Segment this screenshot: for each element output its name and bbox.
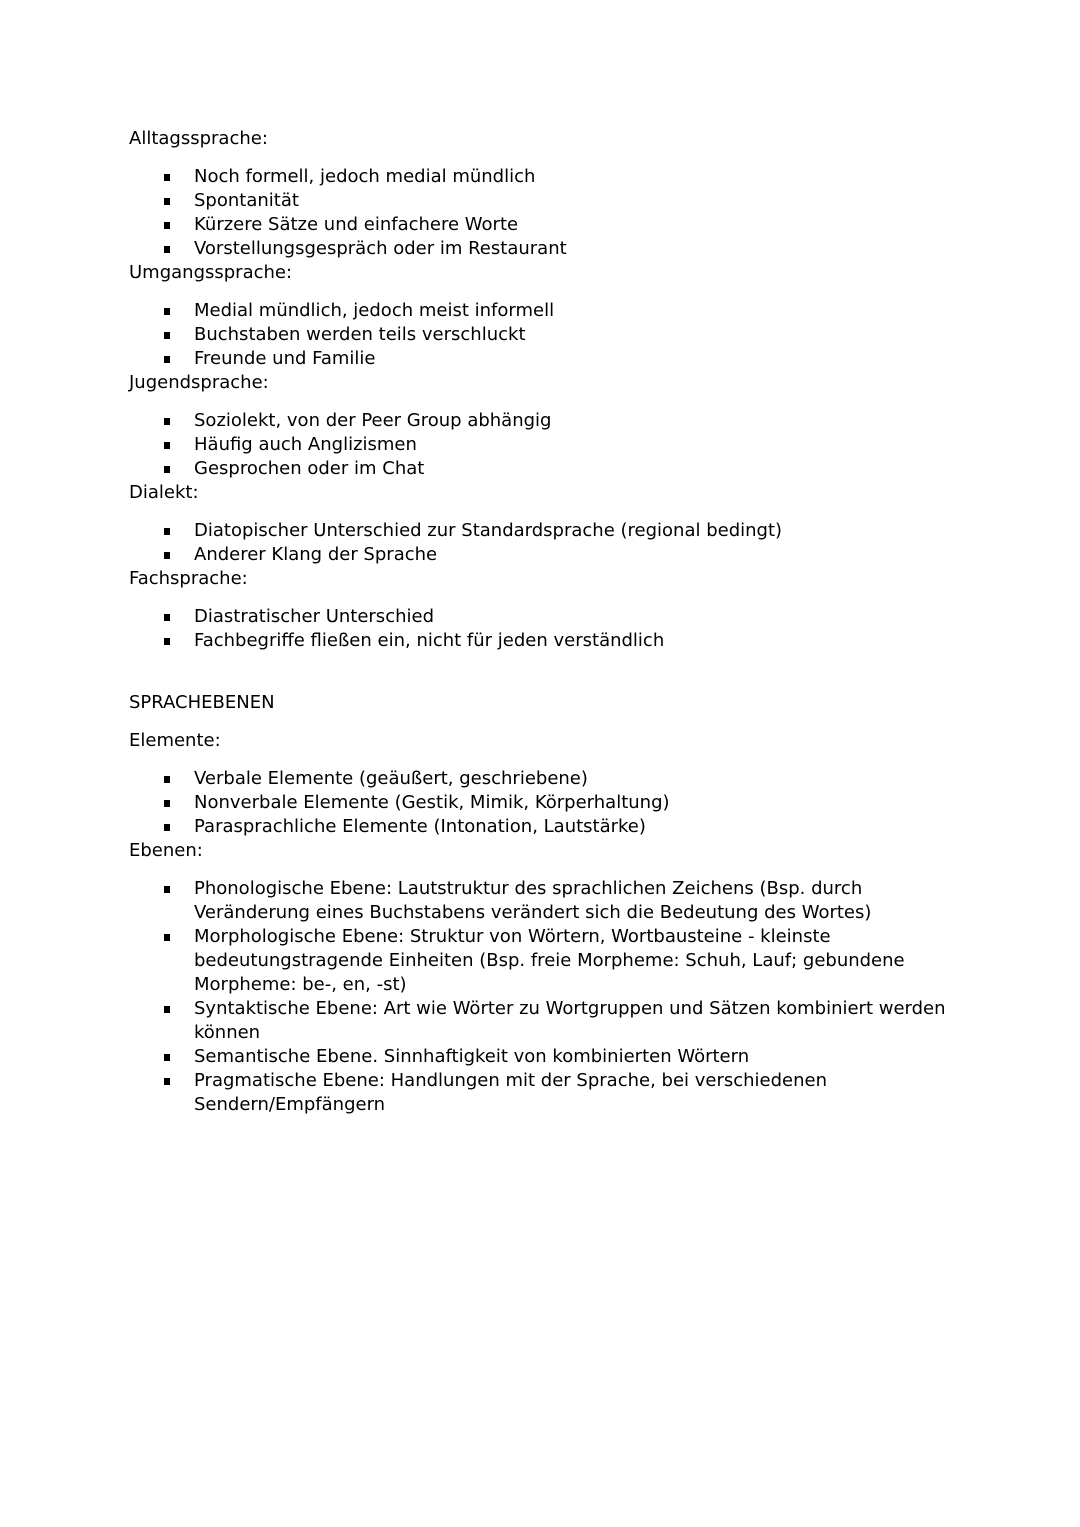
list-item-text: Phonologische Ebene: Lautstruktur des sprachlichen Zeichens (Bsp. durch Veränderung eines Buchstabens verändert sich die Bedeutung des Wortes)	[194, 878, 872, 923]
square-bullet-icon	[164, 418, 170, 425]
square-bullet-icon	[164, 174, 170, 181]
list-item-text: Anderer Klang der Sprache	[194, 544, 438, 565]
list-item-text: Semantische Ebene. Sinnhaftigkeit von kombinierten Wörtern	[194, 1046, 750, 1067]
bullet-list	[129, 877, 949, 1117]
list-item	[129, 213, 949, 237]
section-ebenen	[129, 839, 949, 1117]
list-item	[129, 299, 949, 323]
list-item-text: Verbale Elemente (geäußert, geschriebene)	[194, 768, 588, 789]
list-item-text: Fachbegriffe fließen ein, nicht für jeden verständlich	[194, 630, 665, 651]
sprachebenen-title: SPRACHEBENEN	[129, 692, 275, 713]
section-heading: Fachsprache:	[129, 568, 248, 589]
list-item	[129, 165, 949, 189]
square-bullet-icon	[164, 1006, 170, 1013]
bullet-list	[129, 299, 949, 371]
section-heading: Alltagssprache:	[129, 128, 268, 149]
list-item	[129, 433, 949, 457]
list-item	[129, 815, 949, 839]
square-bullet-icon	[164, 442, 170, 449]
bullet-list	[129, 165, 949, 261]
square-bullet-icon	[164, 776, 170, 783]
list-item	[129, 767, 949, 791]
bullet-list	[129, 409, 949, 481]
list-item	[129, 323, 949, 347]
section-heading: Elemente:	[129, 730, 221, 751]
list-item	[129, 877, 949, 925]
list-item-text: Spontanität	[194, 190, 299, 211]
square-bullet-icon	[164, 800, 170, 807]
list-item	[129, 605, 949, 629]
square-bullet-icon	[164, 246, 170, 253]
list-item	[129, 237, 949, 261]
list-item-text: Häufig auch Anglizismen	[194, 434, 417, 455]
list-item	[129, 1069, 949, 1117]
section-dialekt	[129, 481, 949, 567]
list-item-text: Medial mündlich, jedoch meist informell	[194, 300, 555, 321]
list-item	[129, 457, 949, 481]
list-item	[129, 189, 949, 213]
list-item-text: Diatopischer Unterschied zur Standardsprache (regional bedingt)	[194, 520, 783, 541]
square-bullet-icon	[164, 528, 170, 535]
section-jugendsprache	[129, 371, 949, 481]
list-item-text: Freunde und Familie	[194, 348, 376, 369]
list-item-text: Pragmatische Ebene: Handlungen mit der Sprache, bei verschiedenen Sendern/Empfängern	[194, 1070, 828, 1115]
square-bullet-icon	[164, 1078, 170, 1085]
list-item	[129, 997, 949, 1045]
section-heading: Umgangssprache:	[129, 262, 293, 283]
square-bullet-icon	[164, 332, 170, 339]
list-item-text: Gesprochen oder im Chat	[194, 458, 425, 479]
list-item	[129, 791, 949, 815]
list-item	[129, 409, 949, 433]
list-item-text: Kürzere Sätze und einfachere Worte	[194, 214, 519, 235]
list-item-text: Noch formell, jedoch medial mündlich	[194, 166, 536, 187]
square-bullet-icon	[164, 886, 170, 893]
list-item-text: Morphologische Ebene: Struktur von Wörtern, Wortbausteine - kleinste bedeutungstragende Einheiten (Bsp. freie Morpheme: Schuh, Lauf; gebundene Morpheme: be-, en, -st)	[194, 926, 905, 995]
square-bullet-icon	[164, 466, 170, 473]
square-bullet-icon	[164, 222, 170, 229]
square-bullet-icon	[164, 552, 170, 559]
square-bullet-icon	[164, 614, 170, 621]
section-fachsprache	[129, 567, 949, 653]
section-heading: Jugendsprache:	[129, 372, 269, 393]
section-alltagssprache	[129, 127, 949, 261]
square-bullet-icon	[164, 308, 170, 315]
square-bullet-icon	[164, 1054, 170, 1061]
document-page	[129, 127, 949, 1117]
list-item-text: Soziolekt, von der Peer Group abhängig	[194, 410, 552, 431]
bullet-list	[129, 767, 949, 839]
square-bullet-icon	[164, 934, 170, 941]
list-item	[129, 347, 949, 371]
list-item	[129, 519, 949, 543]
list-item-text: Parasprachliche Elemente (Intonation, Lautstärke)	[194, 816, 646, 837]
section-umgangssprache	[129, 261, 949, 371]
bullet-list	[129, 605, 949, 653]
square-bullet-icon	[164, 824, 170, 831]
list-item	[129, 543, 949, 567]
list-item-text: Vorstellungsgespräch oder im Restaurant	[194, 238, 567, 259]
square-bullet-icon	[164, 198, 170, 205]
section-heading: Ebenen:	[129, 840, 203, 861]
list-item-text: Buchstaben werden teils verschluckt	[194, 324, 526, 345]
square-bullet-icon	[164, 356, 170, 363]
list-item-text: Nonverbale Elemente (Gestik, Mimik, Körperhaltung)	[194, 792, 670, 813]
section-heading: Dialekt:	[129, 482, 199, 503]
section-elemente	[129, 729, 949, 839]
list-item-text: Diastratischer Unterschied	[194, 606, 434, 627]
list-item	[129, 629, 949, 653]
list-item	[129, 1045, 949, 1069]
square-bullet-icon	[164, 638, 170, 645]
list-item-text: Syntaktische Ebene: Art wie Wörter zu Wortgruppen und Sätzen kombiniert werden können	[194, 998, 946, 1043]
bullet-list	[129, 519, 949, 567]
list-item	[129, 925, 949, 997]
